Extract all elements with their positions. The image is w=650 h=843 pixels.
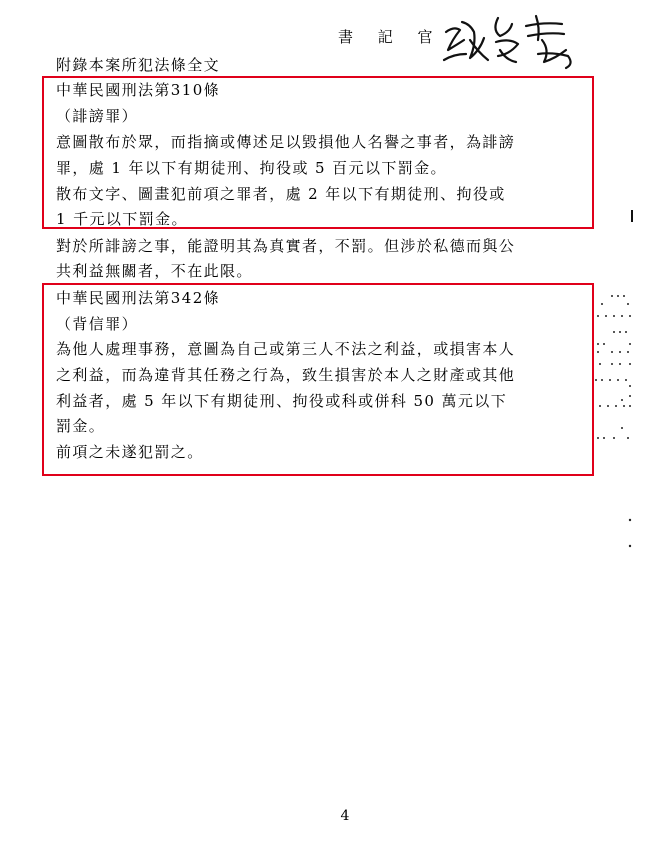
page-number: 4 <box>340 808 350 824</box>
truth-defense-line-2: 共利益無關者，不在此限。 <box>56 262 253 280</box>
truth-defense-line-1: 對於所誹謗之事，能證明其為真實者，不罰。但涉於私德而與公 <box>56 237 516 255</box>
article-342-crime-name: （背信罪） <box>56 315 139 333</box>
article-342-line-3: 利益者，處 5 年以下有期徒刑、拘役或科或併科 50 萬元以下 <box>56 392 508 410</box>
binding-perforation-marks <box>592 200 648 560</box>
article-342-line-2: 之利益，而為違背其任務之行為，致生損害於本人之財產或其他 <box>56 366 516 384</box>
article-310-heading: 中華民國刑法第310條 <box>56 81 221 99</box>
intro-text: 附錄本案所犯法條全文 <box>56 56 221 74</box>
article-310-line-2: 罪，處 1 年以下有期徒刑、拘役或 5 百元以下罰金。 <box>56 159 447 177</box>
article-310-line-3: 散布文字、圖畫犯前項之罪者，處 2 年以下有期徒刑、拘役或 <box>56 185 506 203</box>
clerk-title: 書 記 官 <box>338 28 443 46</box>
article-342-line-5: 前項之未遂犯罰之。 <box>56 443 204 461</box>
article-310-crime-name: （誹謗罪） <box>56 107 139 125</box>
clerk-signature <box>440 10 590 72</box>
article-310-line-4: 1 千元以下罰金。 <box>56 210 188 228</box>
article-310-line-1: 意圖散布於眾，而指摘或傳述足以毀損他人名譽之事者，為誹謗 <box>56 133 516 151</box>
article-342-heading: 中華民國刑法第342條 <box>56 289 221 307</box>
article-342-line-1: 為他人處理事務，意圖為自己或第三人不法之利益，或損害本人 <box>56 340 516 358</box>
article-342-line-4: 罰金。 <box>56 417 106 435</box>
